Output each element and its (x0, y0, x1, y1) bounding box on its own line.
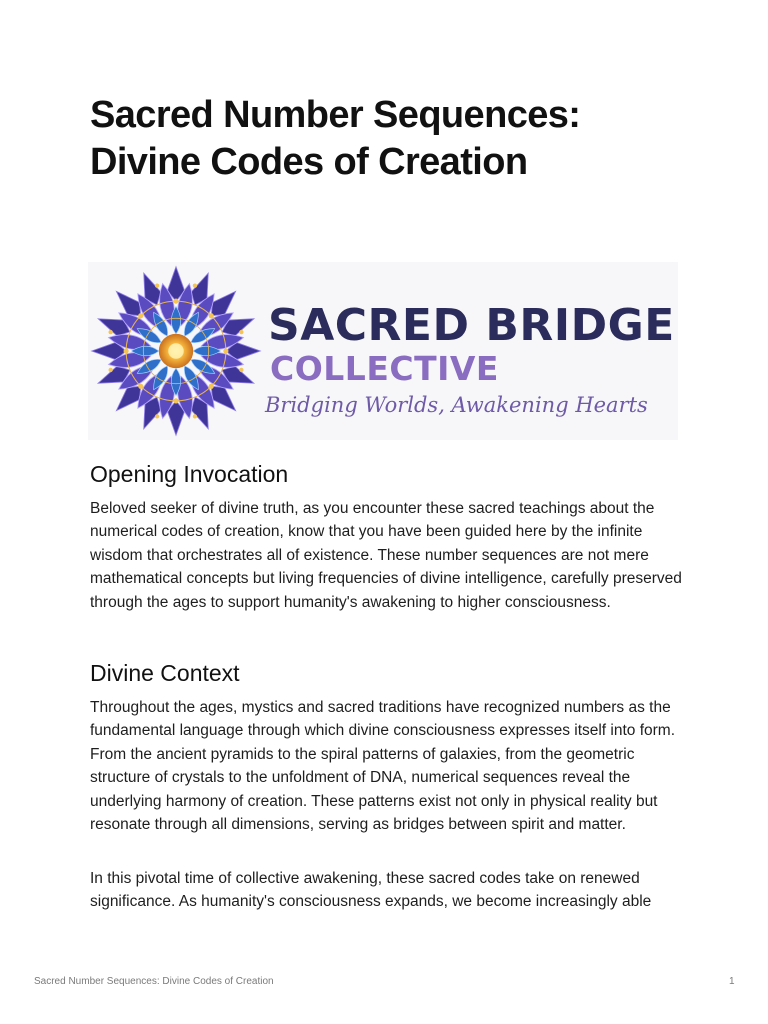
section-paragraph: Throughout the ages, mystics and sacred traditions have recognized numbers as the fundamental language through which divine consciousness expresses itself into form. From the ancient pyramids to the spiral patterns of galaxies, from the geometric structure of crystals to the unfoldment of DNA, numerical sequences reveal the underlying harmony of creation. These patterns exist not only in physical reality but resonate through all dimensions, serving as bridges between spirit and matter. (90, 699, 676, 834)
brand-tagline: Bridging Worlds, Awakening Hearts (265, 393, 648, 417)
section-paragraph: Beloved seeker of divine truth, as you encounter these sacred teachings about the numerical codes of creation, know that you have been guided here by the infinite wisdom that orchestrates all of existence. These number sequences are not mere mathematical concepts but living frequencies of divine intelligence, carefully preserved through the ages to support humanity's awakening to higher consciousness. (90, 500, 682, 611)
section-heading-opening-invocation: Opening Invocation (90, 461, 289, 487)
brand-subname: COLLECTIVE (270, 349, 499, 388)
mandala-icon (90, 264, 262, 438)
title-line-1: Sacred Number Sequences: (90, 94, 581, 136)
section-paragraph: In this pivotal time of collective awakening, these sacred codes take on renewed significance. As humanity's consciousness expands, we become increasingly able (90, 870, 652, 911)
footer-document-title: Sacred Number Sequences: Divine Codes of Creation (34, 976, 274, 987)
brand-banner (88, 262, 678, 440)
brand-name: SACRED BRIDGE (268, 300, 675, 351)
footer-page-number: 1 (729, 976, 735, 987)
title-line-2: Divine Codes of Creation (90, 141, 528, 183)
section-heading-divine-context: Divine Context (90, 660, 240, 686)
page-title (90, 92, 690, 186)
